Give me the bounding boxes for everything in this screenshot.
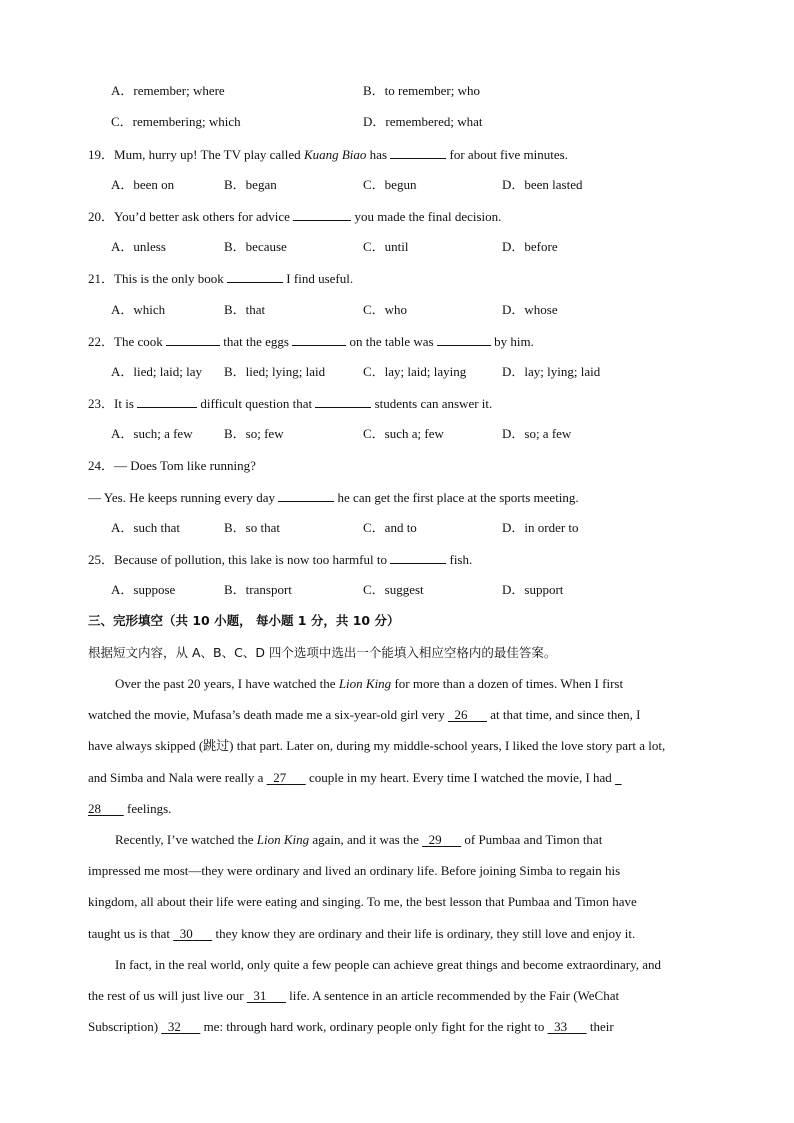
blank-number-text: 32 <box>167 1019 181 1034</box>
q20-option-b: B．because <box>224 239 287 254</box>
passage-line: impressed me most—they were ordinary and lived an ordinary life. Before joining Simba to regain his <box>88 863 621 878</box>
blank-number-text: 28 <box>88 801 101 816</box>
passage-line <box>115 675 623 693</box>
passage-text: of Pumbaa and Timon that <box>461 832 603 847</box>
q21-option-d: D．whose <box>502 302 558 317</box>
question-number: 20． <box>88 209 115 224</box>
q24-option-b: B．so that <box>224 520 280 535</box>
q19-option-a: A．been on <box>111 177 175 192</box>
question-text: on the table was <box>346 334 437 349</box>
answer-blank <box>292 332 346 346</box>
question-number: 22． <box>88 334 115 349</box>
passage-line <box>88 1018 614 1036</box>
q24-option-d: D．in order to <box>502 520 579 535</box>
passage-text: me: through hard work, ordinary people only fight for the right to <box>200 1019 548 1034</box>
q22-option-a: A．lied; laid; lay <box>111 364 202 379</box>
passage-line: kingdom, all about their life were eating and singing. To me, the best lesson that Pumbaa and Timon have <box>88 894 637 909</box>
blank-number <box>422 832 461 847</box>
blank-number-text: 30 <box>179 926 193 941</box>
blank-number-text: 33 <box>554 1019 568 1034</box>
blank-number-text: 31 <box>253 988 267 1003</box>
question-24-line-2 <box>88 488 579 507</box>
q24-option-a: A．such that <box>111 520 180 535</box>
answer-blank <box>390 145 446 159</box>
passage-text: again, and it was the <box>309 832 423 847</box>
question-text-italic: Kuang Biao <box>303 147 367 162</box>
section-instruction: 根据短文内容，从 A、B、C、D 四个选项中选出一个能填入相应空格内的最佳答案。 <box>88 645 557 660</box>
q21-option-b: B．that <box>224 302 266 317</box>
question-text: This is the only book <box>114 271 228 286</box>
question-text: has <box>366 147 391 162</box>
q22-option-c: C．lay; laid; laying <box>363 364 467 379</box>
passage-line <box>88 800 171 818</box>
q23-option-b: B．so; few <box>224 426 284 441</box>
blank-underline <box>615 770 622 785</box>
answer-blank <box>137 394 197 408</box>
q23-option-a: A．such; a few <box>111 426 193 441</box>
blank-number <box>88 801 124 816</box>
answer-blank <box>293 207 351 221</box>
question-25 <box>88 550 472 569</box>
passage-text: taught us is that <box>88 926 174 941</box>
blank-number <box>267 770 306 785</box>
question-text: You’d better ask others for advice <box>114 209 294 224</box>
question-text: I find useful. <box>283 271 354 286</box>
question-text: — Does Tom like running? <box>114 458 256 473</box>
question-text: you made the final decision. <box>351 209 502 224</box>
question-number: 25． <box>88 552 115 567</box>
question-text: fish. <box>446 552 473 567</box>
passage-text: life. A sentence in an article recommended by the Fair (WeChat <box>285 988 620 1003</box>
answer-blank <box>227 269 283 283</box>
question-number: 23． <box>88 396 115 411</box>
question-text: by him. <box>490 334 534 349</box>
q25-option-b: B．transport <box>224 582 292 597</box>
question-number: 24． <box>88 458 115 473</box>
passage-line <box>88 925 635 943</box>
blank-number <box>548 1019 587 1034</box>
q20-option-a: A．unless <box>111 239 166 254</box>
passage-line <box>88 706 640 724</box>
passage-text: feelings. <box>123 801 172 816</box>
blank-number-text: 29 <box>428 832 442 847</box>
q19-option-d: D．been lasted <box>502 177 583 192</box>
question-21 <box>88 269 353 288</box>
passage-text: couple in my heart. Every time I watched the movie, I had <box>305 770 616 785</box>
passage-text: at that time, and since then, I <box>487 707 641 722</box>
answer-blank <box>437 332 491 346</box>
passage-text: Subscription) <box>88 1019 162 1034</box>
question-text: students can answer it. <box>371 396 493 411</box>
passage-text: for more than a dozen of times. When I first <box>391 676 624 691</box>
section-heading: 三、完形填空（共 10 小题， 每小题 1 分，共 10 分） <box>88 613 400 628</box>
question-text: for about five minutes. <box>446 147 568 162</box>
passage-line <box>115 831 602 849</box>
passage-line: In fact, in the real world, only quite a few people can achieve great things and become extraordinary, and <box>115 957 662 972</box>
answer-blank <box>166 332 220 346</box>
question-number: 21． <box>88 271 115 286</box>
q25-option-a: A．suppose <box>111 582 176 597</box>
q21-option-c: C．who <box>363 302 408 317</box>
question-text: Mum, hurry up! The TV play called <box>114 147 304 162</box>
q20-option-c: C．until <box>363 239 409 254</box>
passage-line <box>88 769 622 787</box>
blank-number <box>247 988 286 1003</box>
q22-option-d: D．lay; lying; laid <box>502 364 601 379</box>
question-number: 19． <box>88 147 115 162</box>
passage-text: their <box>586 1019 614 1034</box>
blank-number-text: 26 <box>454 707 468 722</box>
question-19 <box>88 145 568 164</box>
blank-number <box>161 1019 200 1034</box>
blank-number-text: 27 <box>273 770 287 785</box>
q23-option-c: C．such a; few <box>363 426 444 441</box>
q19-option-c: C．begun <box>363 177 417 192</box>
passage-text: the rest of us will just live our <box>88 988 247 1003</box>
blank-number <box>173 926 212 941</box>
q18-option-b: B．to remember; who <box>363 83 480 98</box>
passage-text-italic: Lion King <box>338 676 392 691</box>
question-text: The cook <box>114 334 166 349</box>
passage-text: Over the past 20 years, I have watched the <box>115 676 339 691</box>
blank-number <box>448 707 487 722</box>
q24-option-c: C．and to <box>363 520 417 535</box>
q25-option-d: D．support <box>502 582 564 597</box>
q20-option-d: D．before <box>502 239 558 254</box>
passage-text: Recently, I’ve watched the <box>115 832 257 847</box>
answer-blank <box>315 394 371 408</box>
question-text: It is <box>114 396 138 411</box>
q22-option-b: B．lied; lying; laid <box>224 364 326 379</box>
q23-option-d: D．so; a few <box>502 426 572 441</box>
q18-option-a: A．remember; where <box>111 83 225 98</box>
question-text: difficult question that <box>197 396 316 411</box>
answer-blank <box>390 550 446 564</box>
question-text: he can get the first place at the sports meeting. <box>334 490 579 505</box>
q19-option-b: B．began <box>224 177 277 192</box>
question-20 <box>88 207 501 226</box>
question-text: — Yes. He keeps running every day <box>88 490 279 505</box>
q18-option-d: D．remembered; what <box>363 114 483 129</box>
question-23 <box>88 394 492 413</box>
passage-text-italic: Lion King <box>256 832 310 847</box>
question-text: that the eggs <box>220 334 293 349</box>
question-text: Because of pollution, this lake is now too harmful to <box>114 552 391 567</box>
passage-text: they know they are ordinary and their life is ordinary, they still love and enjoy it. <box>212 926 636 941</box>
passage-text: watched the movie, Mufasa’s death made me a six-year-old girl very <box>88 707 449 722</box>
q25-option-c: C．suggest <box>363 582 424 597</box>
question-24 <box>88 457 256 475</box>
passage-line: have always skipped (跳过) that part. Later on, during my middle-school years, I liked the love story part a lot, <box>88 738 666 753</box>
passage-text: and Simba and Nala were really a <box>88 770 267 785</box>
question-22 <box>88 332 534 351</box>
q21-option-a: A．which <box>111 302 166 317</box>
answer-blank <box>278 488 334 502</box>
passage-line <box>88 987 619 1005</box>
q18-option-c: C．remembering; which <box>111 114 241 129</box>
